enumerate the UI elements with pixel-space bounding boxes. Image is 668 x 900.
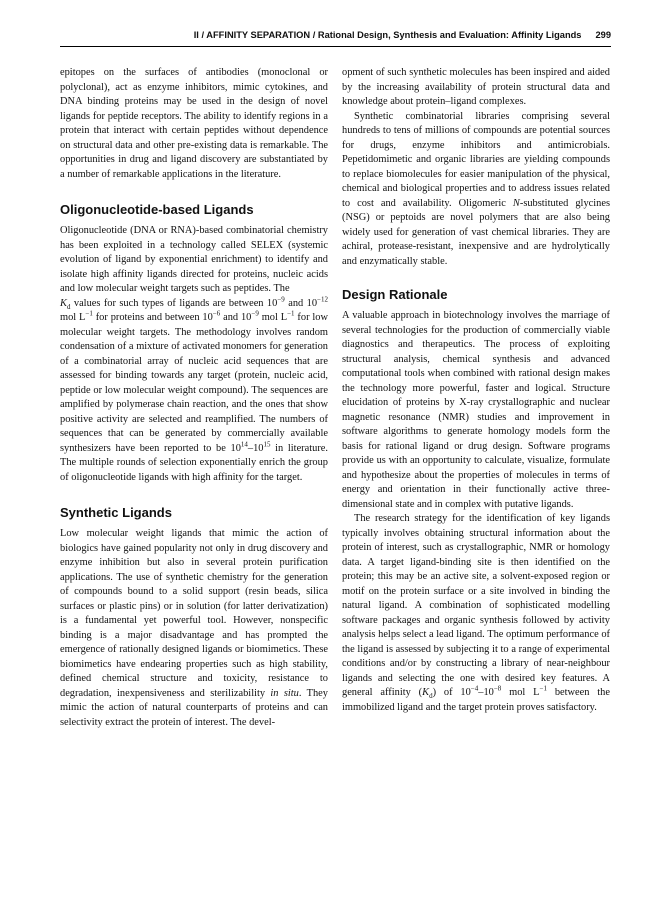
exponent: −1: [539, 684, 547, 693]
design-rationale-paragraph: [342, 309, 610, 512]
olig-text-8: for low molecular weight targets. The methodology involves random condensation of a mixture of activated monomers for generation of a combinatorial array of nucleic acid sequences that are assessed for binding towards any target (protein, nucleic acid, peptide or low molecular weight compound). The sequences are amplified by polymerase chain reaction, and the ones that show positive activity are selected and reamplified. The numbers of sequences that can be generated by commercially available synthesizers have been reported to be 10: [60, 312, 329, 454]
olig-text-6: and 10: [220, 312, 252, 323]
kd-symbol: K: [60, 297, 67, 309]
olig-text-3: and 10: [284, 297, 318, 309]
olig-text-9: –10: [247, 442, 264, 454]
running-header: [60, 30, 611, 47]
left-column: [60, 66, 328, 730]
olig-text-2: values for such types of ligands are between 10: [70, 297, 278, 309]
res-text-2: ) of 10: [432, 687, 471, 698]
olig-text-4: mol L: [60, 312, 86, 323]
des-text: A valuable approach in biotechnology involves the marriage of several technologies for the production of commercially viable diagnostics and therapeutics. The process of exploiting structural analysis, chemical synthesis and advanced computational tools when combined with rational design makes the technology more powerful, faster and logical. Structure elucidation of proteins by X-ray crystallographic and nuclear magnetic resonance (NMR) studies and improvement in software algorithms to generate homology models form the basis for rational ligand or drug design. Software programs provide us with an opportunity to calculate, visualize, formulate and hypothesize about the properties of molecules in terms of energy and orientation in their functionally active three-dimensional state and in complex with putative ligands.: [342, 310, 610, 510]
synthetic-ligands-heading: Synthetic Ligands: [60, 505, 172, 520]
olig-text-1: Oligonucleotide (DNA or RNA)-based combinatorial chemistry has been exploited in a technology called SELEX (systemic evolution of ligand by exponential enrichment) to identify and isolate high affinity ligands directed for proteins, nucleic acids and low molecular weight targets such as peptides. The: [60, 225, 328, 294]
exponent: −1: [85, 309, 93, 318]
cont-text: opment of such synthetic molecules has been inspired and aided by the increasing availability of protein structural data and knowledge about protein–ligand complexes.: [342, 67, 610, 107]
olig-text-5: for proteins and between 10: [92, 312, 213, 323]
libraries-paragraph: [342, 110, 610, 270]
exponent: −1: [287, 309, 295, 318]
exponent: −4: [470, 684, 479, 693]
oligonucleotide-paragraph: [60, 224, 328, 485]
lib-text-1: Synthetic combinatorial libraries comprising several hundreds to tens of millions of compounds are potential sources for drugs, enzyme inhibitors and antimicrobials. Pepetidomimetic and organic libraries are yielding compounds to replace biomolecules for easier manipulation of the physical, chemical and biological properties and to address issues related to cost and availability. Oligomeric: [342, 110, 610, 209]
olig-text-10: in literature. The multiple rounds of selection exponentially enrich the group of oligonucleotide ligands with high affinity for the target.: [60, 442, 329, 483]
continuation-paragraph: [342, 66, 610, 110]
intro-text: epitopes on the surfaces of antibodies (monoclonal or polyclonal), act as enzyme inhibitors, mimic cytokines, and DNA binding proteins may be used in the design of novel ligands for peptide receptors. The ability to identify regions in a protein that interact with certain peptides without dependence on structural data and other pre-existing data is remarkable. The opportunities in drug and ligand discovery are substantiated by a number of remarkable applications in the literature.: [60, 67, 328, 180]
exponent: −12: [317, 295, 328, 304]
oligonucleotide-heading: Oligonucleotide-based Ligands: [60, 202, 254, 217]
running-title: II / AFFINITY SEPARATION / Rational Design, Synthesis and Evaluation: Affinity Ligands: [193, 30, 582, 40]
research-strategy-paragraph: [342, 512, 610, 715]
n-italic: N: [512, 197, 520, 209]
synthetic-ligands-paragraph: [60, 527, 328, 730]
exponent: 14: [240, 440, 248, 449]
right-column: [342, 66, 610, 715]
olig-text-7: mol L: [258, 312, 288, 323]
exponent: −6: [212, 309, 221, 318]
exponent: −9: [277, 295, 285, 304]
res-text-5: between the immobilized ligand and the target protein proves satisfactory.: [342, 687, 610, 713]
exponent: −9: [251, 309, 259, 318]
res-text-1: The research strategy for the identification of key ligands typically involves obtaining structural information about the protein of interest, such as crystallographic, NMR or homology data. A target ligand-binding site is then identified on the protein; this may be an active site, a solvent-exposed region or motif on the protein surface or a site involved in binding the natural ligand. A combination of sophisticated modelling software packages and organic synthesis followed by activity analysis helps select a lead ligand. The optimum performance of the ligand is assessed by subjecting it to a range of experimental conditions and/or by constructing a library of near-neighbour ligands and selecting the one with desired key features. A general affinity (: [342, 513, 610, 698]
intro-paragraph: [60, 66, 328, 182]
design-rationale-heading: Design Rationale: [342, 287, 448, 302]
page-number: 299: [595, 30, 611, 40]
kd-subscript: d: [429, 692, 433, 701]
syn-text-2: . They mimic the action of natural counterparts of proteins and can selectivity extract the protein of interest. The devel-: [60, 687, 328, 728]
syn-text-1: Low molecular weight ligands that mimic the action of biologics have gained popularity not only in drug discovery and enzyme inhibition but also in several protein purification applications. The use of synthetic chemistry for the generation of compounds bound to a solid support (resin beads, silica surfaces or plastic pins) or in solution (for latter derivatization) is a fundamental yet powerful tool. However, nonspecific binding is a major disadvantage and has prompted the emergence of rationally designed ligands or biomimetics. These biomimetics have endearing properties such as high stability, defined chemical structure and toxicity, resistance to degradation, inexpensiveness and sterilizability: [60, 528, 328, 699]
exponent: −8: [493, 684, 502, 693]
in-situ-italic: in situ: [270, 687, 299, 699]
lib-text-2: -substituted glycines (NSG) or peptoids are novel polymers that are also being widely used for generation of vast chemical libraries. They are achiral, protease-resistant, inexpensive and are hydrolytically and enzymatically stable.: [342, 197, 610, 267]
res-text-3: –10: [478, 687, 494, 698]
kd-subscript: d: [66, 302, 71, 311]
kd-symbol: K: [422, 687, 430, 698]
res-text-4: mol L: [501, 687, 540, 698]
exponent: 15: [263, 440, 271, 449]
